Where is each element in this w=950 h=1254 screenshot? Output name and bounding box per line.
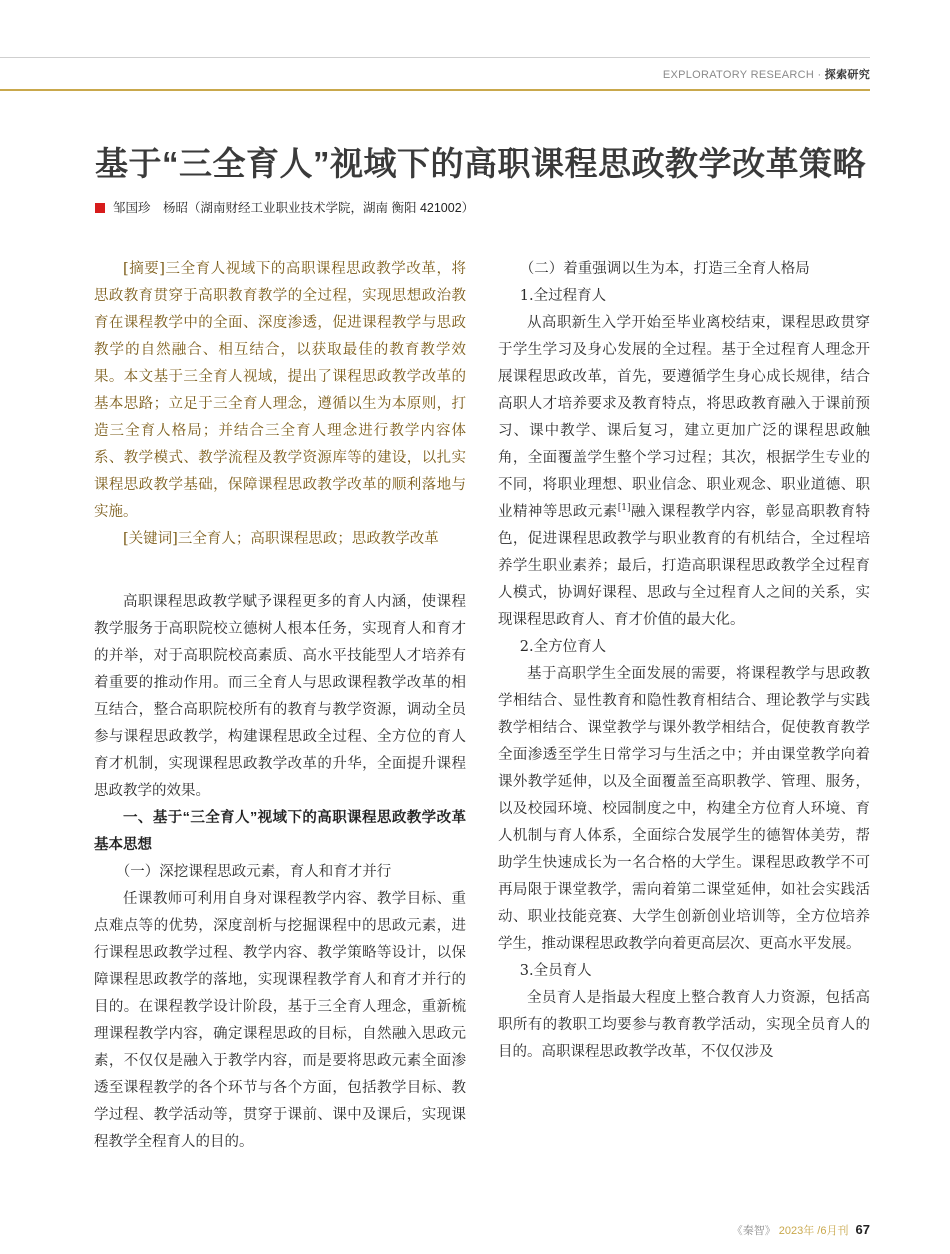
section-heading-1: 一、基于“三全育人”视域下的高职课程思政教学改革基本思想 — [94, 810, 466, 853]
keywords: [关键词]三全育人；高职课程思政；思政教学改革 — [123, 531, 439, 547]
red-square-marker-icon — [95, 203, 105, 213]
body-paragraph: 基于高职学生全面发展的需要，将课程教学与思政教学相结合、显性教育和隐性教育相结合、理论教学与实践教学相结合、课堂教学与课外教学相结合，促使教育教学全面渗透至学生日常学习与生活之中；并由课堂教学向着课外教学延伸，以及全面覆盖至高职教学、管理、服务，以及校园环境、校园制度之中，构建全方位育人环境、育人机制与育人体系，全面综合发展学生的德智体美劳，帮助学生快速成长为一名合格的大学生。课程思政教学不可再局限于课堂教学，需向着第二课堂延伸，如社会实践活动、职业技能竞赛、大学生创新创业培训等，全方位培养学生，推动课程思政教学向着更高层次、更高水平发展。 — [498, 666, 870, 952]
abstract: [摘要]三全育人视域下的高职课程思政教学改革，将思政教育贯穿于高职教育教学的全过程，实现思想政治教育在课程教学中的全面、深度渗透，促进课程教学与思政教学的自然融合、相互结合，以获取最佳的教育教学效果。本文基于三全育人视域，提出了课程思政教学改革的基本思路；立足于三全育人理念，遵循以生为本原则，打造三全育人格局；并结合三全育人理念进行教学内容体系、教学模式、教学流程及教学资源库等的建设，以扎实课程思政教学基础，保障课程思政教学改革的顺利落地与实施。 — [94, 261, 466, 520]
issue-date: 2023年 /6月刊 — [778, 1225, 849, 1237]
subsection-heading-2: （二）着重强调以生为本，打造三全育人格局 — [519, 261, 810, 277]
subsubsection-heading-2: 2.全方位育人 — [519, 639, 607, 655]
left-column — [94, 256, 466, 1156]
author-line — [95, 198, 474, 216]
journal-name: 《秦智》 — [731, 1225, 776, 1237]
spacer — [94, 553, 466, 589]
subsection-heading-1: （一）深挖课程思政元素，育人和育才并行 — [115, 864, 392, 880]
page-footer — [732, 1222, 870, 1238]
section-name: 探索研究 — [824, 69, 870, 81]
accent-rule — [0, 89, 870, 91]
running-header — [663, 66, 870, 82]
intro-paragraph: 高职课程思政教学赋予课程更多的育人内涵，使课程教学服务于高职院校立德树人根本任务，实现育人和育才的并举，对于高职院校高素质、高水平技能型人才培养有着重要的推动作用。而三全育人与思政课程教学改革的相互结合，整合高职院校所有的教育与教学资源，调动全员参与课程思政教学，构建课程思政全过程、全方位的育人育才机制，实现课程思政教学改革的升华，全面提升课程思政教学的效果。 — [94, 594, 466, 799]
header-rule — [0, 57, 870, 58]
subsubsection-heading-1: 1.全过程育人 — [519, 288, 607, 304]
body-paragraph: 全员育人是指最大程度上整合教育人力资源，包括高职所有的教职工均要参与教育教学活动，实现全员育人的目的。高职课程思政教学改革，不仅仅涉及 — [498, 990, 870, 1060]
header-separator: · — [814, 69, 825, 81]
page-number: 67 — [855, 1222, 870, 1237]
journal-english-name: EXPLORATORY RESEARCH — [662, 69, 815, 81]
body-paragraph: 任课教师可利用自身对课程教学内容、教学目标、重点难点等的优势，深度剖析与挖掘课程中的思政元素，进行课程思政教学过程、教学内容、教学策略等设计，以保障课程思政教学的落地，实现课程教学育人和育才并行的目的。在课程教学设计阶段，基于三全育人理念，重新梳理课程教学内容，确定课程思政的目标，自然融入思政元素，不仅仅是融入于教学内容，而是要将思政元素全面渗透至课程教学的各个环节与各个方面，包括教学目标、教学过程、教学活动等，贯穿于课前、课中及课后，实现课程教学全程育人的目的。 — [94, 891, 466, 1150]
paragraph-text: 从高职新生入学开始至毕业离校结束，课程思政贯穿于学生学习及身心发展的全过程。基于全过程育人理念开展课程思政改革，首先，要遵循学生身心成长规律，结合高职人才培养要求及教育特点，将思政教育融入于课前预习、课中教学、课后复习，建立更加广泛的课程思政触角，全面覆盖学生整个学习过程；其次，根据学生专业的不同，将职业理想、职业信念、职业观念、职业道德、职业精神等思政元素 — [498, 315, 870, 520]
citation-ref[interactable]: [1] — [617, 503, 631, 514]
right-column — [498, 256, 870, 1066]
paragraph-text: 融入课程教学内容，彰显高职教育特色，促进课程思政教学与职业教育的有机结合，全过程培养学生职业素养；最后，打造高职课程思政教学全过程育人模式，协调好课程、思政与全过程育人之间的关系，实现课程思政育人、育才价值的最大化。 — [498, 504, 870, 628]
body-paragraph — [498, 310, 870, 634]
article-title: 基于“三全育人”视域下的高职课程思政教学改革策略 — [95, 145, 866, 182]
authors: 邹国珍 杨昭（湖南财经工业职业技术学院，湖南 衡阳 421002） — [113, 201, 475, 215]
subsubsection-heading-3: 3.全员育人 — [519, 963, 592, 979]
